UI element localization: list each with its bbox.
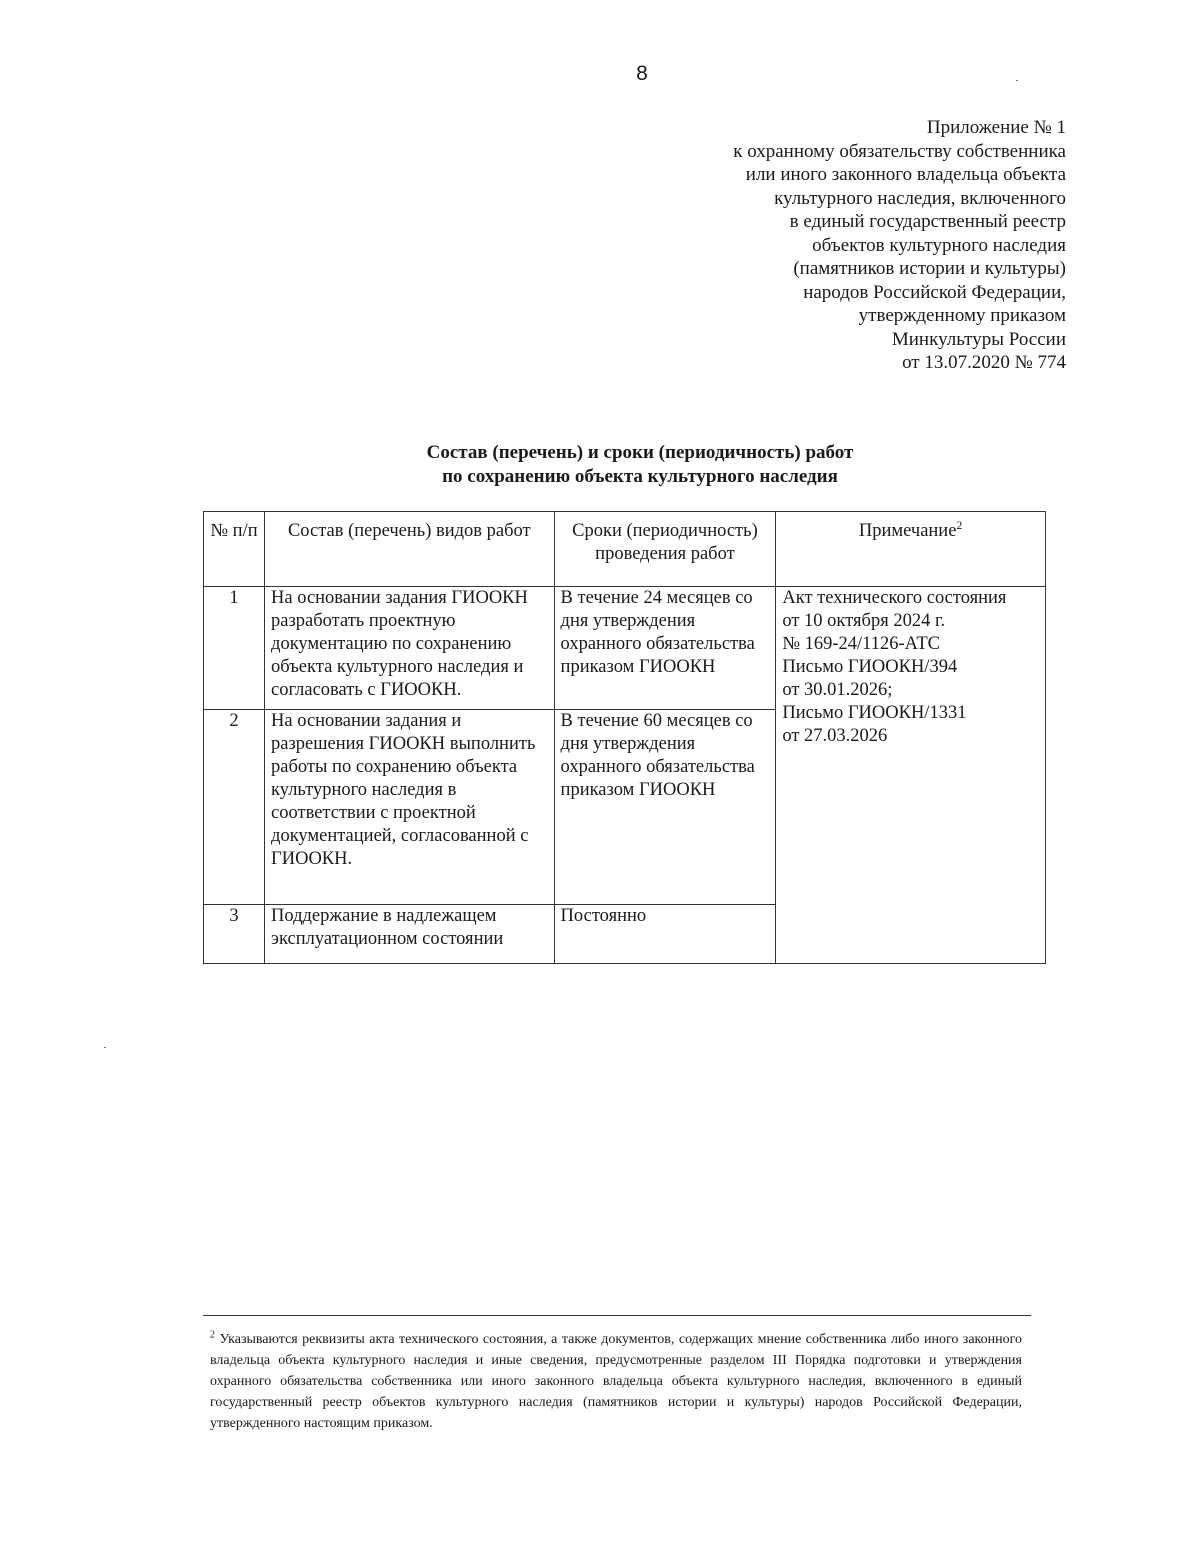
footnote-divider — [203, 1315, 1031, 1316]
header-work: Состав (перечень) видов работ — [265, 512, 555, 587]
scan-speck — [104, 1047, 106, 1048]
header-note — [776, 512, 1046, 587]
header-note-label: Примечание — [858, 521, 957, 541]
note-line: № 169-24/1126-АТС — [782, 634, 941, 654]
row-term: В течение 60 месяцев со дня утверждения охранного обязательства приказом ГИООКН — [554, 710, 776, 905]
row-term: В течение 24 месяцев со дня утверждения охранного обязательства приказом ГИООКН — [554, 587, 776, 710]
appendix-line: культурного наследия, включенного — [774, 187, 1066, 209]
row-work: На основании задания и разрешения ГИООКН выполнить работы по сохранению объекта культурного наследия в соответствии с проектной документацией, согласованной с ГИООКН. — [265, 710, 555, 905]
note-line: от 27.03.2026 — [782, 726, 888, 746]
row-term: Постоянно — [554, 905, 776, 964]
row-num: 3 — [204, 905, 265, 964]
note-line: Письмо ГИООКН/394 — [782, 657, 958, 677]
header-num: № п/п — [204, 512, 265, 587]
note-line: от 10 октября 2024 г. — [782, 611, 946, 631]
appendix-line: к охранному обязательству собственника — [733, 140, 1066, 162]
footnote — [210, 1329, 1022, 1434]
footnote-marker: 2 — [210, 1329, 215, 1341]
page-number: 8 — [636, 62, 648, 85]
appendix-line: утвержденному приказом — [858, 305, 1066, 326]
row-work: На основании задания ГИООКН разработать проектную документацию по сохранению объекта культурного наследия и согласовать с ГИООКН. — [265, 587, 555, 710]
note-line: Письмо ГИООКН/1331 — [782, 703, 967, 723]
document-title — [200, 441, 1080, 489]
note-line: от 30.01.2026; — [782, 680, 893, 700]
appendix-line: Приложение № 1 — [926, 117, 1066, 138]
header-term: Сроки (периодичность) проведения работ — [554, 512, 776, 587]
scan-speck — [1016, 80, 1018, 81]
document-title-line: по сохранению объекта культурного наследия — [442, 466, 838, 487]
works-table — [203, 511, 1046, 964]
appendix-header — [546, 116, 1066, 375]
appendix-line: народов Российской Федерации, — [803, 281, 1066, 303]
row-note — [776, 587, 1046, 964]
footnote-ref: 2 — [956, 517, 963, 532]
appendix-line: Минкультуры России — [891, 328, 1066, 350]
table-row — [204, 587, 1046, 710]
row-num: 2 — [204, 710, 265, 905]
appendix-line: объектов культурного наследия — [812, 234, 1066, 256]
appendix-line: или иного законного владельца объекта — [745, 164, 1066, 185]
table-header-row — [204, 512, 1046, 587]
row-work: Поддержание в надлежащем эксплуатационном состоянии — [265, 905, 555, 964]
document-title-line: Состав (перечень) и сроки (периодичность) работ — [426, 442, 854, 463]
appendix-line: от 13.07.2020 № 774 — [902, 352, 1066, 373]
appendix-line: в единый государственный реестр — [789, 211, 1066, 232]
note-line: Акт технического состояния — [782, 588, 1007, 608]
appendix-line: (памятников истории и культуры) — [793, 258, 1066, 279]
row-num: 1 — [204, 587, 265, 710]
footnote-text: Указываются реквизиты акта технического состояния, а также документов, содержащих мнение собственника либо иного законного владельца объекта культурного наследия и иные сведения, предусмотренные разделом III Порядка подготовки и утверждения охранного обязательства собственника или иного законного владельца объекта культурного наследия, включенного в единый государственный реестр объектов культурного наследия (памятников истории и культуры) народов Российской Федерации, утвержденного настоящим приказом. — [210, 1332, 1023, 1431]
